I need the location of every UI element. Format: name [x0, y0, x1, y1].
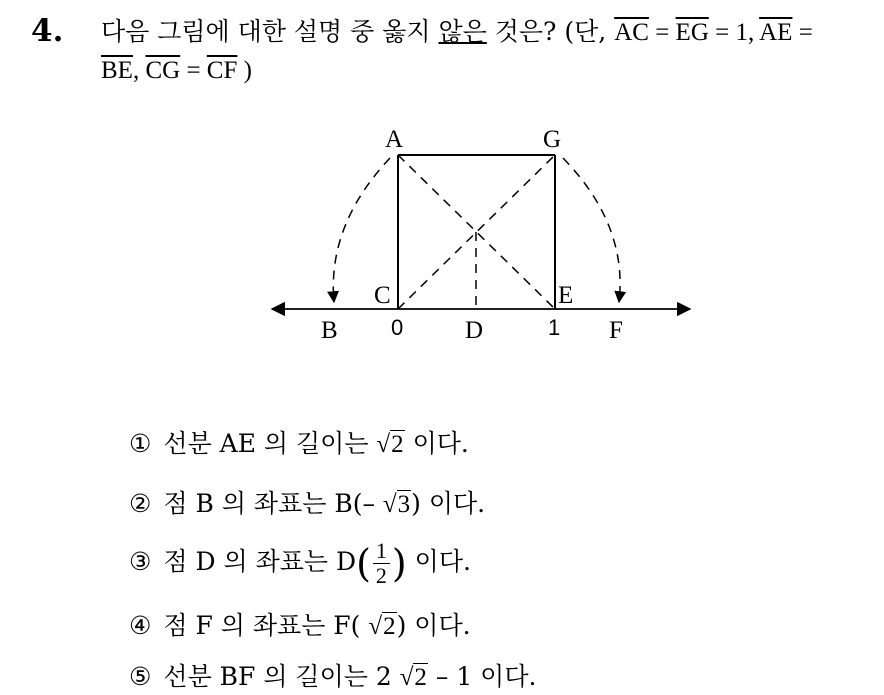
- arc-a-to-b: [333, 158, 390, 302]
- sqrt-expression: [376, 430, 404, 458]
- label-b: B: [321, 317, 338, 344]
- question-emphasis: 않은: [438, 17, 487, 46]
- sqrt-sign: √: [376, 431, 391, 458]
- option-5[interactable]: [129, 660, 536, 695]
- sqrt-sign: √: [382, 491, 397, 518]
- radicand: 2: [383, 613, 396, 640]
- option-text: 선분 AE 의 길이는: [163, 429, 377, 458]
- sqrt-expression: [383, 490, 411, 518]
- label-c: C: [374, 282, 391, 309]
- option-number: ⑤: [129, 662, 152, 691]
- segment-ac: $\overline{AC}$: [614, 19, 649, 46]
- option-suffix: ) 이다.: [411, 489, 486, 518]
- question-number: 4.: [31, 13, 64, 49]
- sqrt-expression: [400, 663, 428, 691]
- option-1[interactable]: [129, 427, 469, 462]
- option-number: ④: [129, 611, 152, 640]
- fraction-one-half: [373, 539, 390, 588]
- option-suffix: ) 이다.: [396, 611, 471, 640]
- question-text-mid: 것은? (단,: [486, 17, 615, 46]
- comma: ,: [132, 57, 146, 84]
- option-number: ②: [129, 489, 152, 518]
- radicand: 2: [414, 664, 427, 691]
- equals-one: = 1,: [708, 19, 760, 46]
- option-2[interactable]: [129, 487, 485, 522]
- question-text: 다음 그림에 대한 설명 중 옳지: [101, 17, 439, 46]
- label-g: G: [543, 126, 562, 153]
- label-d: D: [465, 317, 484, 344]
- equals-sign: =: [648, 19, 676, 46]
- segment-eg: $\overline{EG}$: [675, 19, 709, 46]
- option-number: ①: [129, 429, 152, 458]
- arc-g-to-f: [563, 158, 620, 302]
- left-paren: (: [356, 541, 371, 586]
- segment-be: $\overline{BE}$: [101, 57, 133, 84]
- equals-sign-2: =: [180, 57, 207, 84]
- option-text: 선분 BF 의 길이는 2: [163, 662, 400, 691]
- label-one: 1: [548, 315, 561, 340]
- option-text: 점 B 의 좌표는 B(–: [163, 489, 383, 518]
- sqrt-sign: √: [368, 613, 383, 640]
- label-zero: 0: [391, 315, 404, 340]
- option-number: ③: [129, 547, 152, 576]
- close-paren: ): [237, 57, 252, 84]
- fraction-numerator: 1: [373, 539, 390, 564]
- option-text: 점 D 의 좌표는 D: [163, 547, 357, 576]
- option-suffix: – 1 이다.: [427, 662, 537, 691]
- sqrt-expression: [368, 612, 396, 640]
- label-a: A: [385, 126, 404, 153]
- option-suffix: 이다.: [406, 547, 471, 576]
- right-paren: ): [391, 541, 407, 586]
- segment-cg: $\overline{CG}$: [145, 57, 181, 84]
- option-suffix: 이다.: [404, 429, 469, 458]
- option-4[interactable]: [129, 609, 471, 644]
- radicand: 3: [397, 491, 411, 518]
- segment-cf: $\overline{CF}$: [206, 57, 238, 84]
- radicand: 2: [391, 431, 404, 458]
- label-f: F: [609, 317, 623, 344]
- sqrt-sign: √: [399, 664, 414, 691]
- equals-end: =: [792, 19, 813, 46]
- option-text: 점 F 의 좌표는 F(: [163, 611, 369, 640]
- option-3[interactable]: [129, 539, 471, 588]
- segment-ae: $\overline{AE}$: [759, 19, 793, 46]
- fraction-denominator: 2: [375, 563, 387, 588]
- label-e: E: [558, 282, 574, 309]
